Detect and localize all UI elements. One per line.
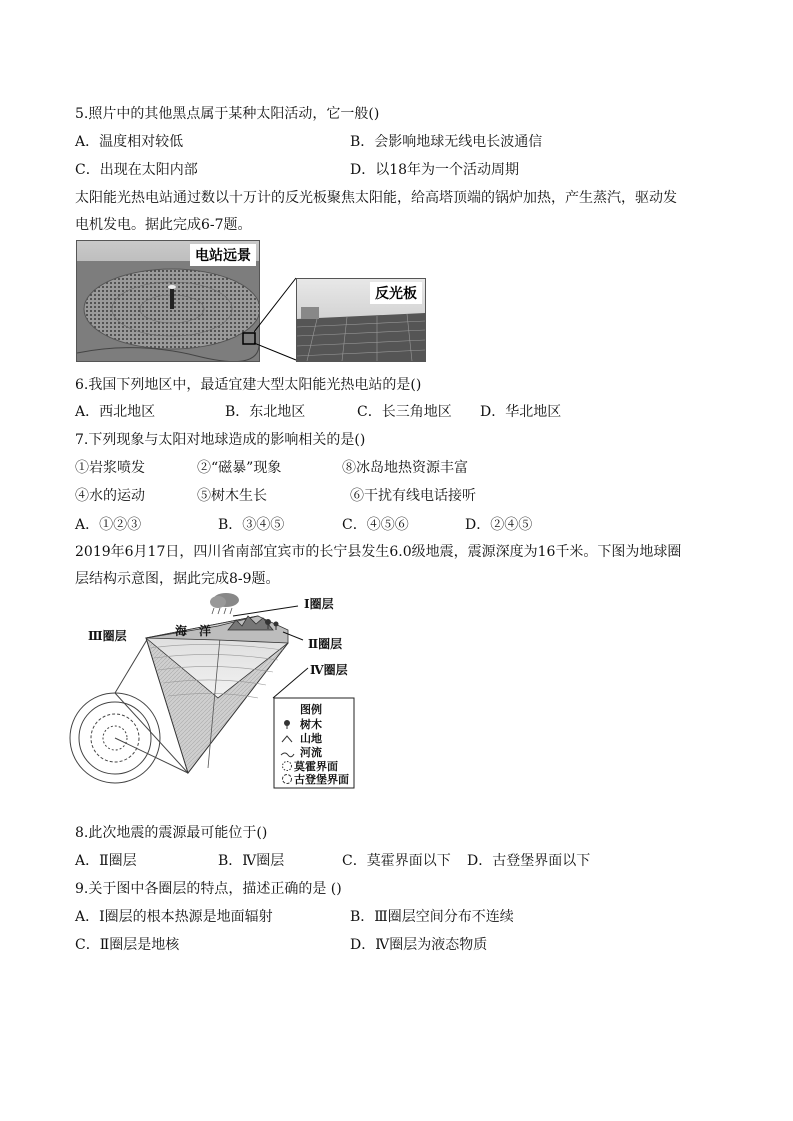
station-distant-view-label: 电站远景 [190, 244, 256, 266]
solar-station-figure [76, 240, 426, 362]
q7-item-6: ⑥干扰有线电话接听 [350, 488, 476, 504]
q9-stem: 9.关于图中各圈层的特点，描述正确的是 () [75, 881, 342, 897]
layer-4-label: Ⅳ圈层 [310, 663, 348, 677]
legend-item-river: 河流 [300, 746, 322, 759]
q9-option-a: A．Ⅰ圈层的根本热源是地面辐射 [75, 909, 273, 925]
legend-item-tree: 树木 [300, 718, 322, 731]
intro-6-7-line2: 电机发电。据此完成6-7题。 [75, 217, 252, 233]
q7-item-4: ④水的运动 [75, 488, 145, 504]
q6-option-a: A．西北地区 [75, 404, 156, 420]
q9-option-d: D．Ⅳ圈层为液态物质 [350, 937, 488, 953]
reflector-panel-label: 反光板 [370, 282, 422, 304]
legend-item-mountain: 山地 [300, 732, 322, 745]
q8-option-b: B．Ⅳ圈层 [218, 853, 285, 869]
q9-option-c: C．Ⅱ圈层是地核 [75, 937, 180, 953]
q5-option-d: D．以18年为一个活动周期 [350, 162, 520, 178]
layer-3-label: Ⅲ圈层 [88, 629, 127, 643]
q9-option-b: B．Ⅲ圈层空间分布不连续 [350, 909, 514, 925]
q7-item-5: ⑤树木生长 [197, 488, 267, 504]
q7-option-b: B．③④⑤ [218, 517, 285, 533]
q6-option-b: B．东北地区 [225, 404, 306, 420]
q8-option-a: A．Ⅱ圈层 [75, 853, 137, 869]
layer-1-label: Ⅰ圈层 [304, 597, 334, 611]
q5-stem: 5.照片中的其他黑点属于某种太阳活动，它一般() [75, 106, 380, 122]
q7-stem: 7.下列现象与太阳对地球造成的影响相关的是() [75, 432, 366, 448]
intro-8-9-line1: 2019年6月17日，四川省南部宜宾市的长宁县发生6.0级地震，震源深度为16千米。下图为地球圈 [75, 544, 682, 560]
q5-option-c: C．出现在太阳内部 [75, 162, 198, 178]
intro-6-7-line1: 太阳能光热电站通过数以十万计的反光板聚焦太阳能，给高塔顶端的锅炉加热，产生蒸汽，驱动发 [75, 190, 677, 206]
q8-option-d: D．古登堡界面以下 [467, 853, 591, 869]
q7-option-a: A．①②③ [75, 517, 142, 533]
q8-option-c: C．莫霍界面以下 [342, 853, 451, 869]
q5-option-b: B．会影响地球无线电长波通信 [350, 134, 543, 150]
station-distant-view-photo [76, 240, 260, 362]
q7-item-3: ⑧冰岛地热资源丰富 [342, 460, 468, 476]
earth-layers-figure [68, 588, 368, 793]
layer-2-label: Ⅱ圈层 [308, 637, 343, 651]
q6-option-d: D．华北地区 [480, 404, 562, 420]
reflector-panel-photo [296, 278, 426, 362]
q7-item-1: ①岩浆喷发 [75, 460, 145, 476]
q6-option-c: C．长三角地区 [357, 404, 452, 420]
q7-option-c: C．④⑤⑥ [342, 517, 409, 533]
cloud-rain-icon [210, 593, 239, 614]
legend-item-gutenberg: 古登堡界面 [294, 773, 349, 786]
ocean-label: 海 洋 [175, 624, 212, 638]
zoom-callout-lines [254, 240, 299, 362]
q5-option-a: A．温度相对较低 [75, 134, 184, 150]
q6-stem: 6.我国下列地区中，最适宜建大型太阳能光热电站的是() [75, 377, 422, 393]
q8-stem: 8.此次地震的震源最可能位于() [75, 825, 268, 841]
q7-option-d: D．②④⑤ [465, 517, 533, 533]
q7-item-2: ②“磁暴”现象 [197, 460, 282, 476]
intro-8-9-line2: 层结构示意图，据此完成8-9题。 [75, 571, 280, 587]
legend-item-moho: 莫霍界面 [294, 760, 338, 773]
legend-title: 图例 [300, 703, 322, 716]
